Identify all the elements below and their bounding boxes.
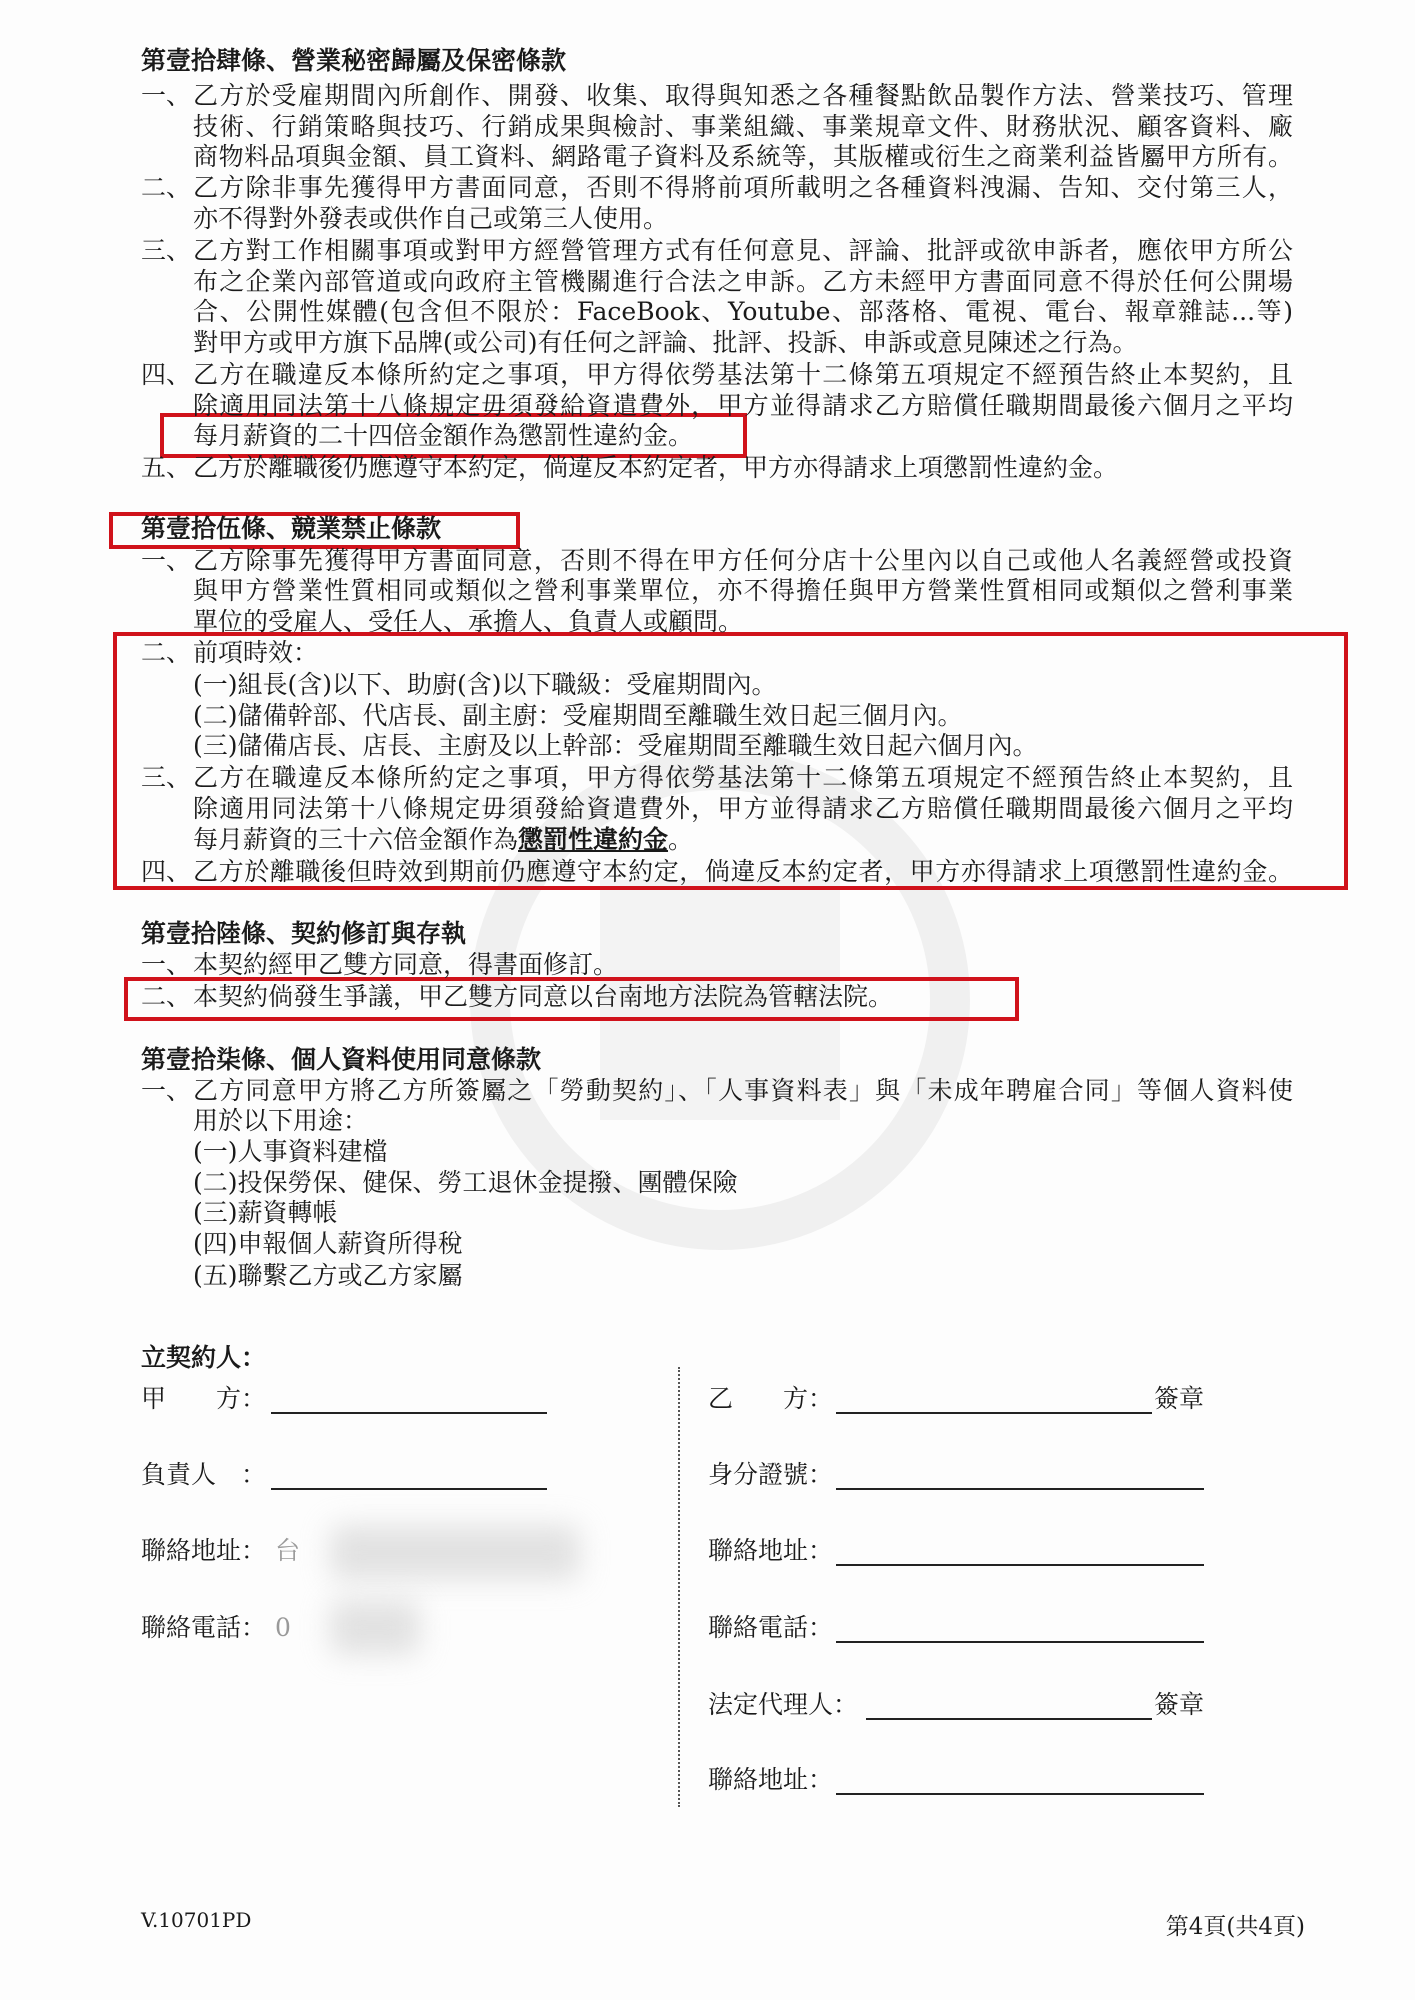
clause-text: 本契約經甲乙雙方同意，得書面修訂。 [193, 950, 619, 979]
party-b-field-label: 聯絡電話： [708, 1613, 834, 1642]
page-number: 第4頁(共4頁) [1165, 1914, 1305, 1940]
clause-text: 本契約倘發生爭議，甲乙雙方同意以台南地方法院為管轄法院。 [193, 982, 894, 1011]
signature-seal-label: 簽章 [1154, 1690, 1205, 1719]
clause-text: 商物料品項與金額、員工資料、網路電子資料及系統等，其版權或衍生之商業利益皆屬甲方所有。 [193, 142, 1293, 171]
clause-number: 四、 [141, 360, 192, 389]
party-a-field-value: 0 [275, 1613, 291, 1642]
clause-text: 乙方同意甲方將乙方所簽屬之「勞動契約」、「人事資料表」與「未成年聘雇合同」等個人資料使 [193, 1076, 1293, 1105]
clause-text: 合、公開性媒體(包含但不限於：FaceBook、Youtube、部落格、電視、電台、報章雜誌...等) [193, 297, 1293, 326]
clause-text: 對甲方或甲方旗下品牌(或公司)有任何之評論、批評、投訴、申訴或意見陳述之行為。 [193, 328, 1138, 357]
party-b-field-line[interactable] [836, 1564, 1204, 1566]
clause-number: 一、 [141, 546, 192, 575]
clause-number: 三、 [141, 236, 192, 265]
clause-number: 三、 [141, 763, 192, 792]
penalty-emphasis: 懲罰性違約金 [518, 825, 669, 854]
clause-number: 四、 [141, 857, 192, 886]
sub-item: (四)申報個人薪資所得稅 [193, 1229, 463, 1258]
party-b-field-line[interactable] [836, 1793, 1204, 1795]
clause-text: 除適用同法第十八條規定毋須發給資遣費外，甲方並得請求乙方賠償任職期間最後六個月之平均 [193, 391, 1293, 420]
party-b-field-line[interactable] [836, 1641, 1204, 1643]
sub-item: (一)組長(含)以下、助廚(含)以下職級：受雇期間內。 [193, 670, 777, 699]
clause-text: 乙方對工作相關事項或對甲方經營管理方式有任何意見、評論、批評或欲申訴者，應依甲方所公 [193, 236, 1293, 265]
clause-text: 前項時效： [193, 638, 319, 667]
sub-item: (三)儲備店長、店長、主廚及以上幹部：受雇期間至離職生效日起六個月內。 [193, 731, 1038, 760]
clause-text: 乙方在職違反本條所約定之事項，甲方得依勞基法第十二條第五項規定不經預告終止本契約，且 [193, 360, 1293, 389]
clause-text: 乙方於離職後仍應遵守本約定，倘違反本約定者，甲方亦得請求上項懲罰性違約金。 [193, 453, 1119, 482]
party-a-field-label: 聯絡地址： [141, 1536, 267, 1565]
sub-item: (二)投保勞保、健保、勞工退休金提撥、團體保險 [193, 1168, 738, 1197]
section-title: 第壹拾陸條、契約修訂與存執 [141, 919, 467, 948]
signatories-heading: 立契約人： [141, 1343, 267, 1372]
clause-text: 乙方除事先獲得甲方書面同意，否則不得在甲方任何分店十公里內以自己或他人名義經營或投資 [193, 546, 1293, 575]
clause-number: 二、 [141, 982, 192, 1011]
signature-divider [678, 1367, 680, 1807]
section-title: 第壹拾肆條、營業秘密歸屬及保密條款 [141, 46, 567, 75]
clause-text: 每月薪資的二十四倍金額作為懲罰性違約金。 [193, 421, 694, 450]
clause-text: 布之企業內部管道或向政府主管機關進行合法之申訴。乙方未經甲方書面同意不得於任何公開場 [193, 267, 1293, 296]
clause-text: 乙方於離職後但時效到期前仍應遵守本約定，倘違反本約定者，甲方亦得請求上項懲罰性違約金。 [193, 857, 1293, 886]
sub-item: (五)聯繫乙方或乙方家屬 [193, 1261, 463, 1290]
clause-text: 乙方在職違反本條所約定之事項，甲方得依勞基法第十二條第五項規定不經預告終止本契約，且 [193, 763, 1293, 792]
section-title: 第壹拾柒條、個人資料使用同意條款 [141, 1045, 542, 1074]
clause-number: 五、 [141, 453, 192, 482]
clause-text: 用於以下用途： [193, 1106, 369, 1135]
party-b-field-label: 乙 方： [708, 1384, 834, 1413]
clause-text: 與甲方營業性質相同或類似之營利事業單位，亦不得擔任與甲方營業性質相同或類似之營利事業 [193, 576, 1293, 605]
clause-text: 乙方除非事先獲得甲方書面同意，否則不得將前項所載明之各種資料洩漏、告知、交付第三人， [193, 173, 1293, 202]
clause-text: 亦不得對外發表或供作自己或第三人使用。 [193, 204, 669, 233]
clause-text: 單位的受雇人、受任人、承擔人、負責人或顧問。 [193, 607, 744, 636]
party-a-field-label: 聯絡電話： [141, 1613, 267, 1642]
party-a-field-label: 甲 方： [141, 1384, 267, 1413]
clause-number: 一、 [141, 950, 192, 979]
clause-number: 二、 [141, 638, 192, 667]
party-b-field-label: 身分證號： [708, 1460, 834, 1489]
sub-item: (一)人事資料建檔 [193, 1137, 388, 1166]
party-b-field-label: 聯絡地址： [708, 1765, 834, 1794]
clause-number: 一、 [141, 81, 192, 110]
party-b-field-line[interactable] [866, 1718, 1152, 1720]
party-b-field-label: 聯絡地址： [708, 1536, 834, 1565]
signature-seal-label: 簽章 [1154, 1384, 1205, 1413]
redacted-address [330, 1525, 580, 1580]
clause-text: 技術、行銷策略與技巧、行銷成果與檢討、事業組織、事業規章文件、財務狀況、顧客資料、廠 [193, 112, 1293, 141]
party-b-field-line[interactable] [836, 1412, 1152, 1414]
clause-number: 二、 [141, 173, 192, 202]
party-b-field-label: 法定代理人： [708, 1690, 859, 1719]
clause-text: 每月薪資的三十六倍金額作為 [193, 825, 519, 854]
redacted-phone [330, 1600, 420, 1655]
sub-item: (二)儲備幹部、代店長、副主廚：受雇期間至離職生效日起三個月內。 [193, 701, 963, 730]
party-a-field-label: 負責人 ： [141, 1460, 267, 1489]
clause-tail: 。 [668, 825, 694, 854]
party-a-field-line[interactable] [271, 1488, 547, 1490]
clause-number: 一、 [141, 1076, 192, 1105]
party-a-field-value: 台 [275, 1536, 301, 1565]
version-code: V.10701PD [141, 1908, 252, 1932]
clause-text: 乙方於受雇期間內所創作、開發、收集、取得與知悉之各種餐點飲品製作方法、營業技巧、管理 [193, 81, 1293, 110]
party-a-field-line[interactable] [271, 1412, 547, 1414]
sub-item: (三)薪資轉帳 [193, 1198, 338, 1227]
clause-text-with-emphasis [193, 825, 693, 855]
party-b-field-line[interactable] [836, 1488, 1204, 1490]
section-title: 第壹拾伍條、競業禁止條款 [141, 514, 442, 543]
clause-text: 除適用同法第十八條規定毋須發給資遣費外，甲方並得請求乙方賠償任職期間最後六個月之平均 [193, 794, 1293, 823]
